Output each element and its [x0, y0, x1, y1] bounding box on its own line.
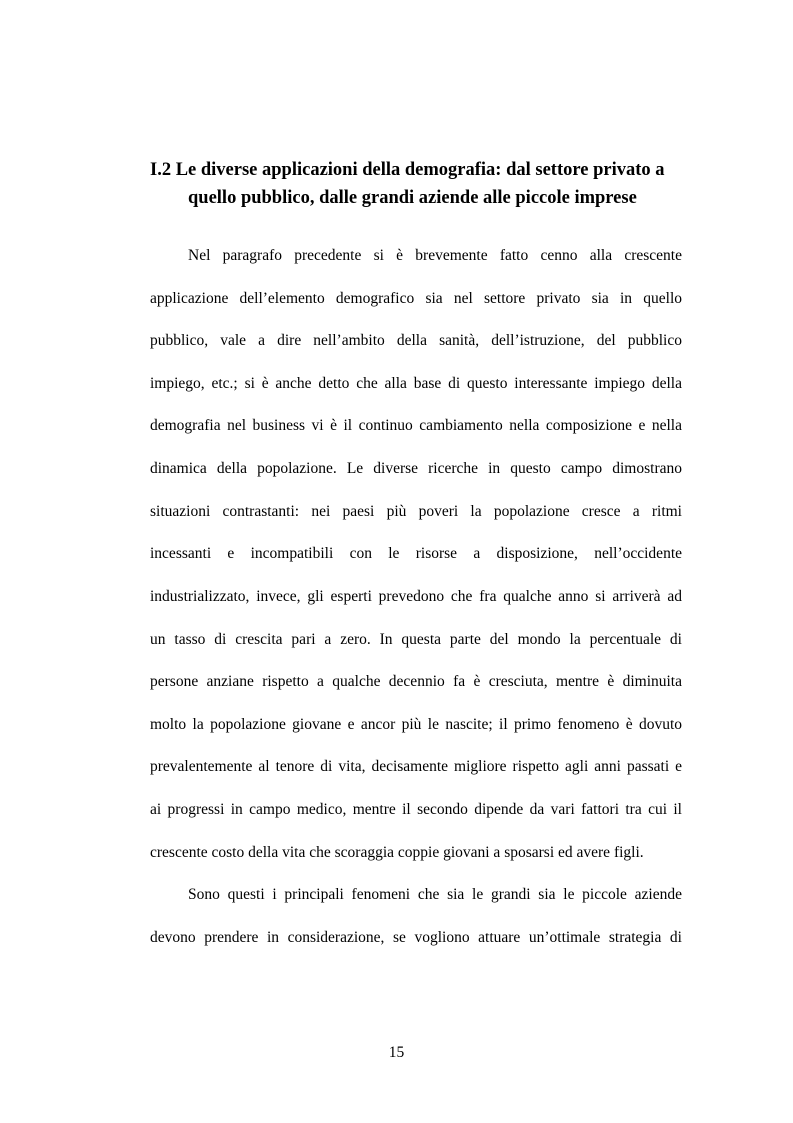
paragraph-line: incessanti e incompatibili con le risorse a disposizione, nell’occidente [150, 545, 682, 562]
section-heading [150, 156, 690, 212]
section-heading-line-1: I.2 Le diverse applicazioni della demografia: dal settore privato a [150, 160, 665, 180]
paragraph-line: situazioni contrastanti: nei paesi più poveri la popolazione cresce a ritmi [150, 503, 682, 520]
paragraph-line: industrializzato, invece, gli esperti prevedono che fra qualche anno si arriverà ad [150, 588, 682, 605]
paragraph-line: Nel paragrafo precedente si è brevemente fatto cenno alla crescente [188, 247, 682, 264]
page-number: 15 [388, 1044, 405, 1061]
paragraph-line: Sono questi i principali fenomeni che sia le grandi sia le piccole aziende [188, 886, 682, 903]
paragraph-line: applicazione dell’elemento demografico sia nel settore privato sia in quello [150, 290, 682, 307]
paragraph-line: molto la popolazione giovane e ancor più le nascite; il primo fenomeno è dovuto [150, 716, 682, 733]
paragraph-line: pubblico, vale a dire nell’ambito della sanità, dell’istruzione, del pubblico [150, 332, 682, 349]
paragraph-line: impiego, etc.; si è anche detto che alla base di questo interessante impiego della [150, 375, 682, 392]
paragraph-line: un tasso di crescita pari a zero. In questa parte del mondo la percentuale di [150, 631, 682, 648]
section-heading-line-2: quello pubblico, dalle grandi aziende alle piccole imprese [188, 188, 637, 208]
paragraph-line: prevalentemente al tenore di vita, decisamente migliore rispetto agli anni passati e [150, 758, 682, 775]
paragraph-line: ai progressi in campo medico, mentre il secondo dipende da vari fattori tra cui il [150, 801, 682, 818]
paragraph-line: devono prendere in considerazione, se vogliono attuare un’ottimale strategia di [150, 929, 682, 946]
paragraph-line: dinamica della popolazione. Le diverse ricerche in questo campo dimostrano [150, 460, 682, 477]
paragraph-line: crescente costo della vita che scoraggia coppie giovani a sposarsi ed avere figli. [150, 844, 644, 861]
paragraph-line: persone anziane rispetto a qualche decennio fa è cresciuta, mentre è diminuita [150, 673, 682, 690]
paragraph-line: demografia nel business vi è il continuo cambiamento nella composizione e nella [150, 417, 682, 434]
